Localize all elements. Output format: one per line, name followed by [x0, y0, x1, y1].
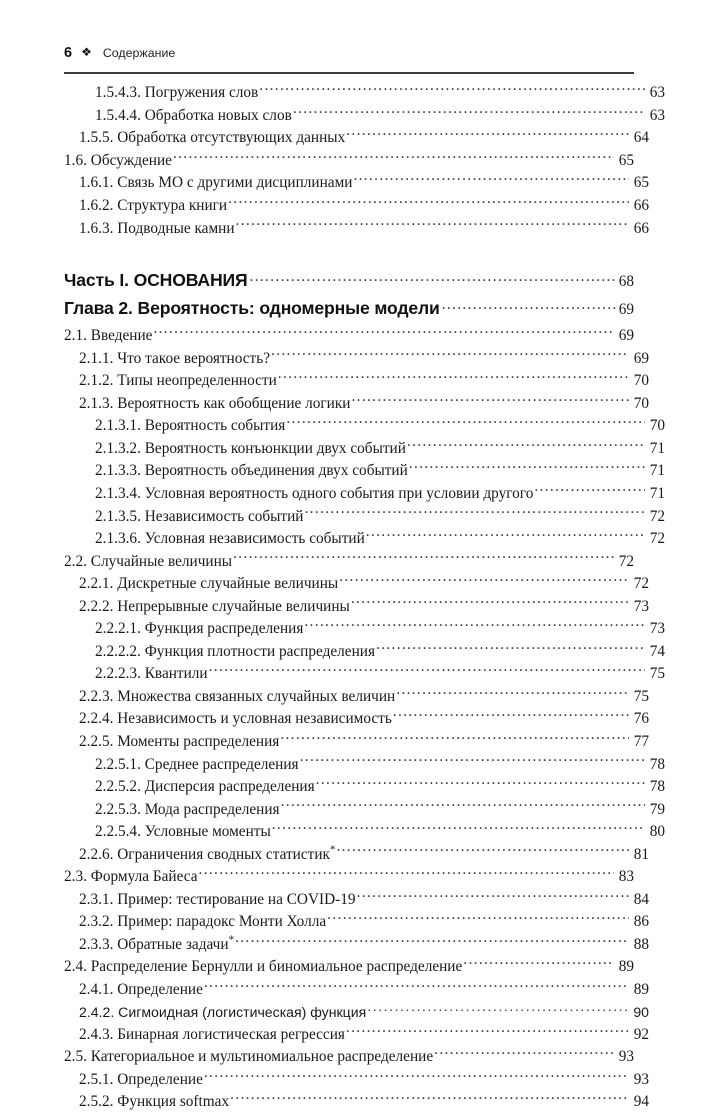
toc-entry-page: 83 — [618, 868, 634, 886]
toc-entry[interactable] — [64, 460, 665, 483]
toc-entry-page: 88 — [633, 935, 649, 953]
dot-leader — [204, 979, 629, 994]
toc-entry-title: 2.2.5. Моменты распределения — [79, 732, 280, 750]
toc-entry[interactable] — [64, 438, 665, 461]
toc-entry-page: 66 — [633, 197, 649, 215]
dot-leader — [304, 618, 644, 633]
toc-entry-title: 2.5. Категориальное и мультиномиальное распределение — [64, 1048, 434, 1066]
running-head-rule — [64, 72, 634, 74]
toc-group-chapter1 — [64, 82, 665, 240]
toc-entry-page: 93 — [633, 1070, 649, 1088]
toc-entry-page: 78 — [649, 755, 665, 773]
toc-entry-page: 78 — [649, 778, 665, 796]
toc-entry-page: 81 — [633, 845, 649, 863]
toc-entry-page: 86 — [633, 913, 649, 931]
toc-group-chapter2 — [64, 325, 665, 1114]
toc-entry[interactable] — [64, 889, 649, 912]
toc-entry-page: 89 — [618, 958, 634, 976]
toc-entry[interactable] — [64, 483, 665, 506]
toc-part-entry[interactable] — [64, 270, 634, 291]
dot-leader — [351, 595, 629, 610]
toc-entry[interactable] — [64, 708, 649, 731]
dot-leader — [300, 753, 645, 768]
toc-entry-title: 2.2.5.2. Дисперсия распределения — [95, 778, 315, 796]
dot-leader — [366, 528, 645, 543]
dot-leader — [173, 150, 614, 165]
toc-entry[interactable] — [64, 866, 634, 889]
toc-entry-page: 92 — [633, 1025, 649, 1043]
toc-entry-title: 2.2.3. Множества связанных случайных величин — [79, 687, 396, 705]
toc-entry-page: 94 — [633, 1093, 649, 1111]
toc-entry[interactable] — [64, 798, 665, 821]
toc-entry[interactable] — [64, 776, 665, 799]
table-of-contents — [64, 82, 665, 1114]
toc-entry-title: 1.5.4.3. Погружения слов — [95, 84, 259, 102]
dot-leader — [153, 325, 613, 340]
toc-entry-page: 65 — [618, 151, 634, 169]
dot-leader — [376, 640, 644, 655]
toc-entry-page: 71 — [649, 439, 665, 457]
toc-entry-page: 93 — [618, 1048, 634, 1066]
dot-leader — [286, 415, 644, 430]
dot-leader — [336, 843, 628, 858]
toc-entry-title: 2.4.2. Сигмоидная (логистическая) функция — [79, 1004, 367, 1021]
toc-entry-title: 2.2.6. Ограничения сводных статистик* — [79, 843, 336, 863]
dot-leader — [357, 889, 629, 904]
dot-leader — [327, 911, 628, 926]
toc-entry[interactable] — [64, 370, 649, 393]
toc-entry[interactable] — [64, 1023, 649, 1046]
dot-leader — [434, 1046, 613, 1061]
toc-entry-title: 2.1.1. Что такое вероятность? — [79, 349, 271, 367]
toc-entry-page: 71 — [649, 462, 665, 480]
running-head — [64, 45, 634, 61]
toc-entry-page: 70 — [633, 394, 649, 412]
toc-entry-page: 70 — [649, 417, 665, 435]
toc-entry[interactable] — [64, 217, 649, 240]
toc-entry[interactable] — [64, 979, 649, 1002]
toc-entry-page: 79 — [649, 800, 665, 818]
toc-part-page: 68 — [618, 272, 634, 290]
toc-entry-title: 2.1.3.4. Условная вероятность одного события при условии другого — [95, 484, 534, 502]
dot-leader — [346, 127, 628, 142]
toc-entry[interactable] — [64, 127, 649, 150]
page-folio-number: 6 — [64, 45, 73, 61]
toc-entry-title: 2.3. Формула Байеса — [64, 868, 198, 886]
toc-entry-title: 2.5.2. Функция softmax — [79, 1093, 230, 1111]
dot-leader — [228, 195, 628, 210]
toc-entry[interactable] — [64, 1001, 649, 1023]
toc-entry-title: 1.6.1. Связь МО с другими дисциплинами — [79, 174, 353, 192]
toc-entry[interactable] — [64, 1091, 649, 1114]
dot-leader — [235, 934, 628, 949]
toc-entry-page: 76 — [633, 710, 649, 728]
footnote-asterisk: * — [329, 843, 336, 856]
toc-entry[interactable] — [64, 595, 649, 618]
dot-leader — [409, 460, 645, 475]
toc-entry-title: 2.3.3. Обратные задачи* — [79, 933, 235, 953]
dot-leader — [233, 550, 613, 565]
toc-entry-title: 1.6. Обсуждение — [64, 151, 172, 169]
toc-entry[interactable] — [64, 82, 665, 105]
dot-leader — [316, 776, 645, 791]
toc-entry-title: 2.2.2.1. Функция распределения — [95, 620, 304, 638]
toc-entry[interactable] — [64, 934, 649, 957]
toc-entry-page: 89 — [633, 980, 649, 998]
dot-leader — [305, 505, 645, 520]
toc-entry-page: 64 — [633, 129, 649, 147]
toc-part-title: Часть I. ОСНОВАНИЯ — [64, 269, 248, 290]
toc-entry-page: 66 — [633, 219, 649, 237]
toc-entry[interactable] — [64, 528, 665, 551]
toc-entry-title: 2.1.3. Вероятность как обобщение логики — [79, 394, 351, 412]
dot-leader — [534, 483, 644, 498]
toc-part-block — [64, 270, 634, 319]
toc-entry[interactable] — [64, 325, 634, 348]
toc-entry[interactable] — [64, 663, 665, 686]
toc-entry-title: 2.2.5.1. Среднее распределения — [95, 755, 299, 773]
toc-entry-page: 75 — [633, 687, 649, 705]
toc-entry-page: 69 — [633, 349, 649, 367]
toc-entry-title: 2.4.3. Бинарная логистическая регрессия — [79, 1025, 345, 1043]
toc-chapter-title: Глава 2. Вероятность: одномерные модели — [64, 297, 440, 318]
toc-entry[interactable] — [64, 821, 665, 844]
toc-entry-title: 2.4. Распределение Бернулли и биномиальное распределение — [64, 958, 463, 976]
toc-entry[interactable] — [64, 573, 649, 596]
floret-ornament-icon: ❖ — [81, 45, 92, 59]
toc-entry[interactable] — [64, 347, 649, 370]
toc-entry-title: 2.1.3.1. Вероятность события — [95, 417, 286, 435]
toc-entry-page: 73 — [649, 620, 665, 638]
toc-chapter-entry[interactable] — [64, 298, 634, 319]
dot-leader — [339, 573, 628, 588]
dot-leader — [199, 866, 614, 881]
dot-leader — [230, 1091, 628, 1106]
toc-entry[interactable] — [64, 172, 649, 195]
dot-leader — [209, 663, 645, 678]
toc-entry-page: 75 — [649, 665, 665, 683]
toc-entry-page: 69 — [618, 327, 634, 345]
toc-entry[interactable] — [64, 195, 649, 218]
dot-leader — [236, 217, 629, 232]
toc-entry[interactable] — [64, 843, 649, 866]
toc-entry-title: 2.2. Случайные величины — [64, 552, 233, 570]
toc-entry-title: 2.2.4. Независимость и условная независимость — [79, 710, 392, 728]
toc-entry-title: 2.1.3.5. Независимость событий — [95, 507, 304, 525]
toc-entry-title: 2.1. Введение — [64, 327, 153, 345]
dot-leader — [259, 82, 644, 97]
toc-entry-title: 1.6.2. Структура книги — [79, 197, 228, 215]
dot-leader — [442, 298, 618, 314]
footnote-asterisk: * — [228, 933, 235, 946]
toc-entry[interactable] — [64, 392, 649, 415]
dot-leader — [407, 438, 645, 453]
toc-entry[interactable] — [64, 911, 649, 934]
toc-entry-title: 2.3.2. Пример: парадокс Монти Холла — [79, 913, 327, 931]
toc-entry-title: 1.6.3. Подводные камни — [79, 219, 235, 237]
toc-entry-title: 2.1.3.2. Вероятность конъюнкции двух событий — [95, 439, 406, 457]
toc-entry-title: 2.2.2. Непрерывные случайные величины — [79, 597, 350, 615]
toc-entry-page: 70 — [633, 372, 649, 390]
toc-entry-page: 84 — [633, 890, 649, 908]
toc-entry-page: 77 — [633, 732, 649, 750]
dot-leader — [271, 347, 628, 362]
toc-entry[interactable] — [64, 1069, 649, 1092]
toc-entry-title: 1.5.5. Обработка отсутствующих данных — [79, 129, 346, 147]
toc-entry[interactable] — [64, 753, 665, 776]
toc-entry[interactable] — [64, 640, 665, 663]
toc-entry[interactable] — [64, 415, 665, 438]
toc-entry[interactable] — [64, 731, 649, 754]
toc-entry-title: 1.5.4.4. Обработка новых слов — [95, 106, 292, 124]
dot-leader — [250, 270, 618, 286]
dot-leader — [463, 956, 613, 971]
toc-entry-title: 2.2.1. Дискретные случайные величины — [79, 575, 339, 593]
toc-entry-title: 2.1.2. Типы неопределенности — [79, 372, 277, 390]
toc-entry[interactable] — [64, 505, 665, 528]
toc-entry-page: 63 — [649, 84, 665, 102]
toc-entry-title: 2.2.2.3. Квантили — [95, 665, 208, 683]
toc-entry-page: 90 — [633, 1004, 649, 1021]
toc-entry-title: 2.2.5.4. Условные моменты — [95, 823, 271, 841]
toc-chapter-page: 69 — [618, 300, 634, 318]
toc-entry[interactable] — [64, 956, 634, 979]
toc-entry-title: 2.2.2.2. Функция плотности распределения — [95, 642, 376, 660]
dot-leader — [393, 708, 629, 723]
dot-leader — [272, 821, 645, 836]
running-head-title: Содержание — [102, 46, 176, 60]
toc-entry-title: 2.1.3.6. Условная независимость событий — [95, 530, 365, 548]
toc-entry-title: 2.1.3.3. Вероятность объединения двух событий — [95, 462, 408, 480]
dot-leader — [346, 1023, 629, 1038]
toc-entry-page: 72 — [649, 507, 665, 525]
toc-entry-page: 63 — [649, 106, 665, 124]
dot-leader — [280, 731, 628, 746]
toc-entry-page: 72 — [633, 575, 649, 593]
toc-entry-page: 80 — [649, 823, 665, 841]
toc-entry-title: 2.4.1. Определение — [79, 980, 203, 998]
toc-entry-title: 2.2.5.3. Мода распределения — [95, 800, 280, 818]
dot-leader — [353, 172, 628, 187]
toc-entry-title: 2.5.1. Определение — [79, 1070, 203, 1088]
dot-leader — [278, 370, 629, 385]
toc-entry-title: 2.3.1. Пример: тестирование на COVID-19 — [79, 890, 356, 908]
dot-leader — [204, 1069, 629, 1084]
toc-entry-page: 65 — [633, 174, 649, 192]
toc-entry[interactable] — [64, 550, 634, 573]
toc-entry-page: 71 — [649, 484, 665, 502]
dot-leader — [281, 798, 645, 813]
toc-entry[interactable] — [64, 150, 634, 173]
toc-entry[interactable] — [64, 1046, 634, 1069]
dot-leader — [396, 686, 628, 701]
toc-entry[interactable] — [64, 686, 649, 709]
dot-leader — [351, 392, 628, 407]
toc-entry[interactable] — [64, 618, 665, 641]
toc-entry-page: 74 — [649, 642, 665, 660]
toc-entry-page: 73 — [633, 597, 649, 615]
toc-entry-page: 72 — [618, 552, 634, 570]
dot-leader — [293, 105, 645, 120]
toc-entry[interactable] — [64, 105, 665, 128]
dot-leader — [367, 1002, 628, 1017]
toc-entry-page: 72 — [649, 530, 665, 548]
